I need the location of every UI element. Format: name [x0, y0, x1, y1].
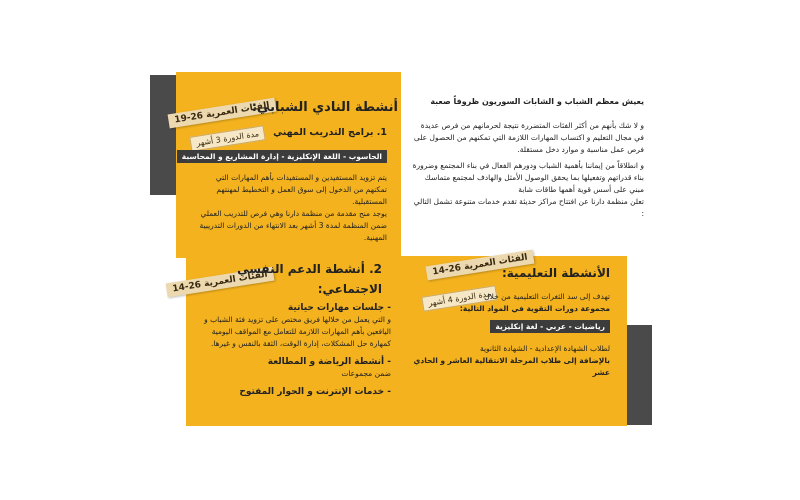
education-text1: تهدف إلى سد الثغرات التعليمية من خلال: [484, 292, 610, 301]
psycho-title-line2: الاجتماعي:: [317, 282, 382, 296]
sports-reading-text: ضمن مجموعات: [341, 369, 391, 378]
duration-tag-education: مدة الدورة 4 أشهر: [421, 285, 498, 312]
life-skills-text: و التي يعمل من خلالها فريق مختص على تزويد فئة الشباب و اليافعين بأهم المهارات اللازمة للتعامل مع المواقف اليومية كمهارة حل المشكلات، إدارة الوقت، الثقة بالنفس و غيرها.: [204, 315, 391, 348]
age-group-tag-education: الفئات العمرية 26-14: [426, 250, 535, 281]
life-skills-title: - جلسات مهارات حياتية: [287, 303, 391, 313]
internet-dialogue-title: - خدمات الإنترنت و الحوار المفتوح: [239, 387, 391, 397]
dark-panel-bottom-right: [627, 325, 652, 425]
education-text-top: [440, 291, 610, 315]
education-text-bottom: [400, 343, 610, 379]
duration-tag-youth: مدة الدورة 3 أشهر: [189, 125, 266, 152]
intro-p1: يعيش معظم الشباب و الشابات السوريون ظروفاً صعبة: [430, 97, 644, 106]
intro-text: [412, 96, 644, 220]
education-subjects-bar: رياضيات - عربي - لغة إنكليزية: [490, 320, 610, 333]
vocational-text-1: يتم تزويد المستفيدين و المستفيدات بأهم المهارات التي تمكنهم من الدخول إلى سوق العمل و التخطيط لمهنتهم المستقبلية.: [215, 173, 387, 206]
age-group-tag-youth: الفئات العمرية 26-19: [168, 98, 277, 129]
dark-panel-top-left: [150, 75, 176, 195]
education-title: الأنشطة التعليمية:: [501, 266, 610, 280]
sports-reading-title: - أنشطة الرياضة و المطالعة: [267, 357, 391, 367]
education-text3: لطلاب الشهادة الإعدادية - الشهادة الثانوية: [479, 344, 610, 353]
intro-p2: و لا شك بأنهم من أكثر الفئات المتضررة نتيجة لحرمانهم من فرص عديدة في مجال التعليم و اكتساب المهارات اللازمة التي تمكنهم من الحصول على فرص عمل مناسبة و موارد دخل مستقلة.: [413, 121, 644, 154]
vocational-training-title: 1. برامج التدريب المهني: [273, 127, 387, 138]
psycho-title-line1: 2. أنشطة الدعم النفسي: [237, 262, 382, 276]
age-group-tag-psycho: الفئات العمرية 26-14: [166, 267, 275, 298]
psycho-bullets: [198, 302, 391, 398]
vocational-subjects-bar: الحاسوب - اللغة الإنكليزية - إدارة المشاريع و المحاسبة: [177, 150, 387, 163]
intro-p4: تعلن منظمة دارنا عن افتتاح مراكز حديثة تقدم خدمات متنوعة تشمل التالي :: [413, 197, 644, 218]
vocational-text-2: يوجد منح مقدمة من منظمة دارنا وهي فرص للتدريب العملي ضمن المنظمة لمدة 3 أشهر بعد الانتهاء من الدورات التدريبية المهنية.: [199, 209, 387, 242]
education-text4: بالإضافة إلى طلاب المرحلة الانتقالية العاشر و الحادي عشر: [413, 356, 610, 377]
vocational-text: [198, 172, 387, 244]
intro-p3: و انطلاقاً من إيماننا بأهمية الشباب ودورهم الفعال في بناء المجتمع وضرورة بناء قدراتهم وتفعيلها بما يحقق الوصول الأمثل والهادف لمجتمع متماسك مبني على أسس قوية أهمها طاقات شابة: [412, 161, 644, 194]
youth-club-title: أنشطة النادي الشبابي:: [251, 100, 398, 115]
education-text2: مجموعة دورات التقوية في المواد التالية:: [459, 304, 610, 313]
